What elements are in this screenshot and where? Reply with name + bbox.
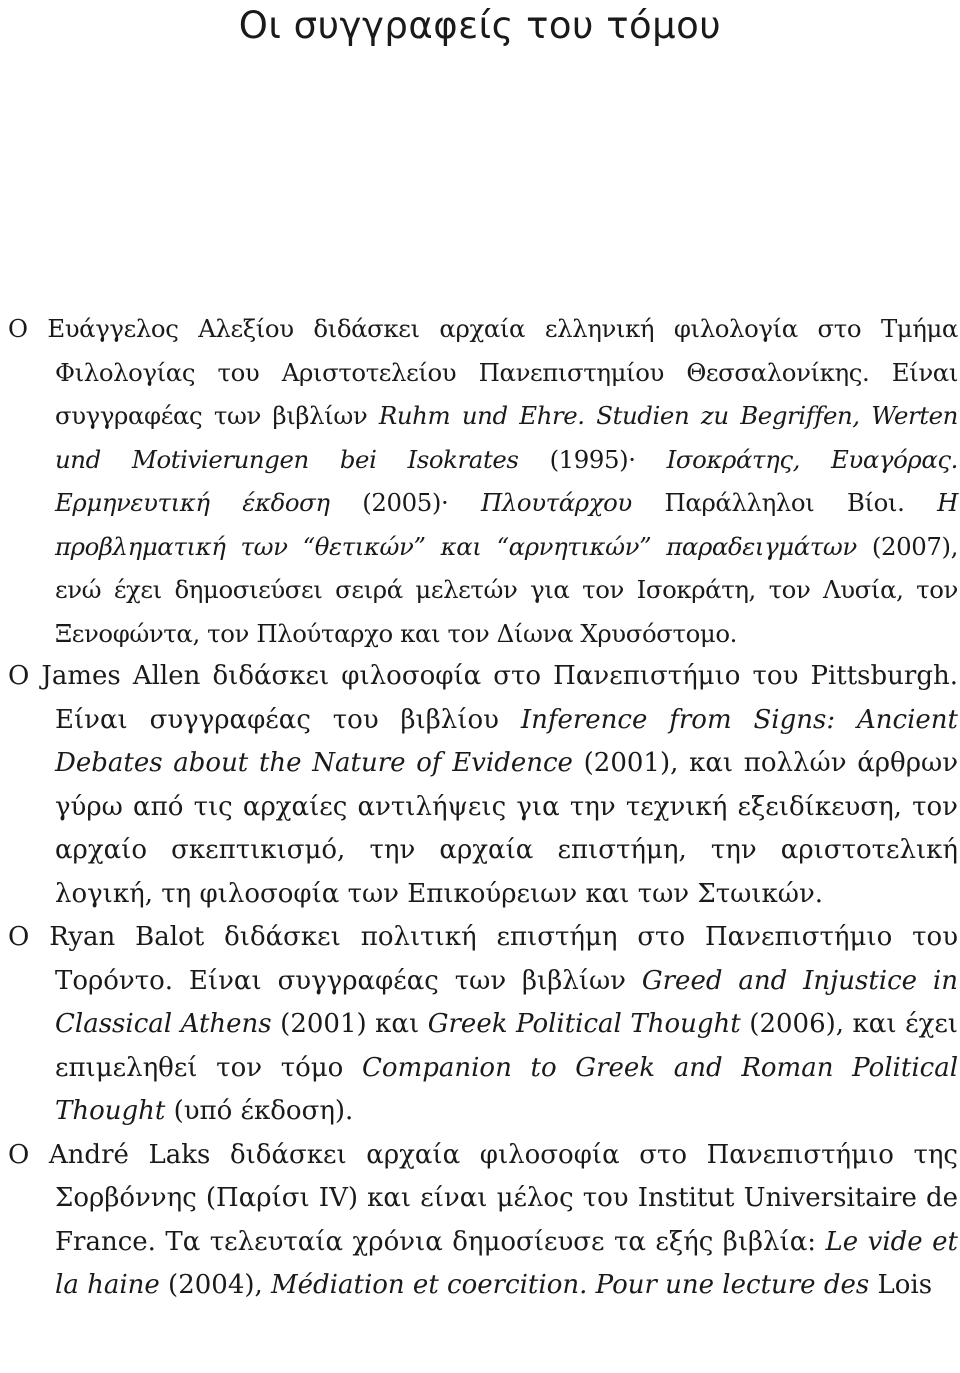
italic-title: Inference from Signs: Ancient Debates about the Nature of Evidence: [55, 704, 958, 778]
bio-text: (1995)·: [518, 444, 667, 474]
bio-text: Ο Ryan Balot διδάσκει πολιτική επιστήμη στο Πανεπιστήμιο του Τορόντο. Είναι συγγραφέας των βιβλίων: [8, 922, 958, 996]
bio-text: (2005)·: [329, 488, 481, 517]
italic-title: Greed and Injustice in Classical Athens: [55, 965, 958, 1039]
bio-text: Παράλληλοι Βίοι.: [631, 488, 938, 517]
italic-title: Ισοκράτης, Ευαγόρας. Ερμηνευτική έκδοση: [55, 444, 959, 517]
italic-title: Médiation et coercition. Pour une lecture des: [271, 1270, 870, 1300]
italic-title: Ruhm und Ehre. Studien zu Begriffen, Werten und Motivierungen bei Isokrates: [55, 401, 958, 474]
bio-text: (υπό έκδοση).: [165, 1096, 354, 1126]
page-title: Οι συγγραφείς του τόμου: [238, 4, 722, 47]
author-bio-balot: [8, 916, 958, 1134]
bio-text: Lois: [869, 1270, 933, 1300]
author-bio-allen: [8, 655, 958, 916]
bio-text: (2001), και πολλών άρθρων γύρω από τις αρχαίες αντιλήψεις για την τεχνική εξειδίκευση, τον αρχαίο σκεπτικισμό, την αρχαία επιστήμη, την αριστοτελική λογική, τη φιλοσοφία των Επικούρειων και των Στωικών.: [55, 748, 958, 909]
italic-title: Companion to Greek and Roman Political Thought: [55, 1052, 959, 1126]
italic-title: Πλουτάρχου: [481, 488, 632, 517]
bio-text: (2006), και έχει επιμεληθεί τον τόμο: [55, 1009, 958, 1083]
author-bio-alexiou: [8, 307, 958, 655]
bio-text: (2004),: [159, 1270, 272, 1300]
bio-text: Ο André Laks διδάσκει αρχαία φιλοσοφία στο Πανεπιστήμιο της Σορβόννης (Παρίσι IV) και είναι μέλος του Institut Universitaire de France. Τα τελευταία χρόνια δημοσίευσε τα εξής βιβλία:: [8, 1139, 958, 1257]
italic-title: Η προβληματική των “θετικών” και “αρνητικών” παραδειγμάτων: [55, 488, 958, 561]
author-bio-list: [8, 307, 958, 1308]
author-bio-laks: [8, 1134, 958, 1308]
bio-text: Ο James Allen διδάσκει φιλοσοφία στο Πανεπιστήμιο του Pittsburgh. Είναι συγγραφέας του βιβλίου: [8, 661, 958, 735]
italic-title: Greek Political Thought: [427, 1009, 741, 1039]
italic-title: Le vide et la haine: [55, 1226, 958, 1300]
bio-text: (2001) και: [271, 1009, 428, 1039]
bio-text: (2007), ενώ έχει δημοσιεύσει σειρά μελετών για τον Ισοκράτη, τον Λυσία, τον Ξενοφώντα, τον Πλούταρχο και τον Δίωνα Χρυσόστομο.: [55, 531, 958, 648]
bio-text: Ο Ευάγγελος Αλεξίου διδάσκει αρχαία ελληνική φιλολογία στο Τμήμα Φιλολογίας του Αριστοτελείου Πανεπιστημίου Θεσσαλονίκης. Είναι συγγραφέας των βιβλίων: [8, 314, 958, 430]
